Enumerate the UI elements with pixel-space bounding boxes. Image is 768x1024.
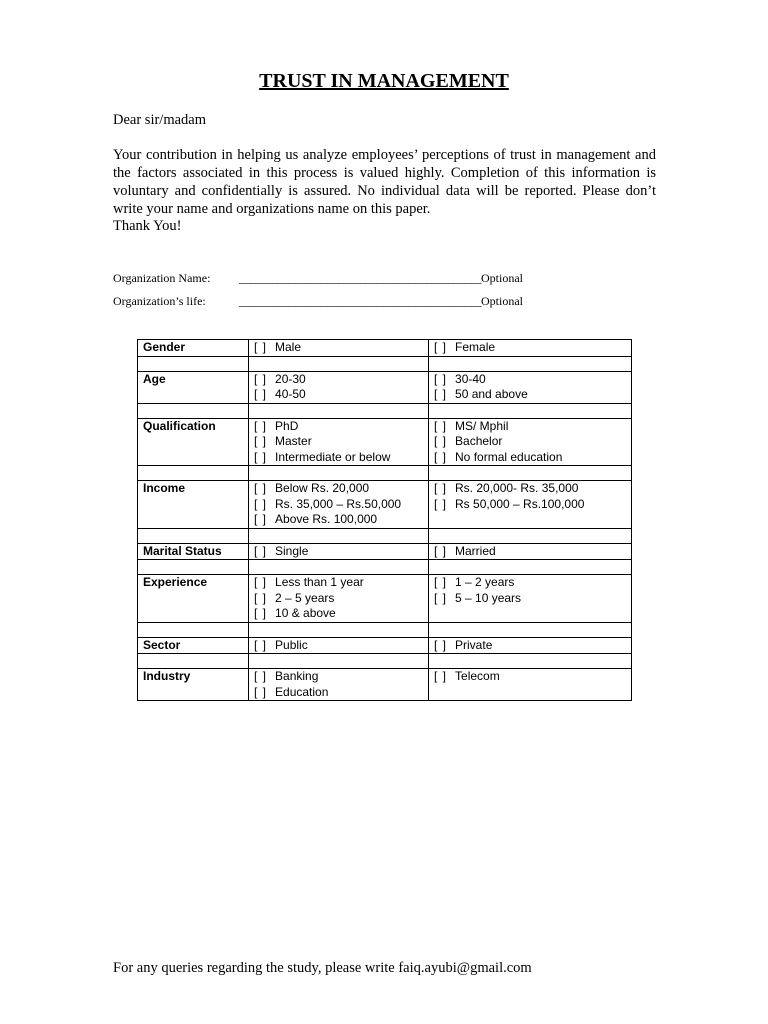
industry-label: Industry	[138, 669, 249, 685]
checkbox[interactable]: [ ]	[434, 371, 448, 386]
checkbox[interactable]: [ ]	[254, 340, 268, 354]
checkbox[interactable]: [ ]	[434, 575, 448, 589]
checkbox[interactable]: [ ]	[254, 449, 268, 464]
option-exp-2-5[interactable]: [ ] 2 – 5 years	[249, 591, 429, 607]
option-public[interactable]: [ ] Public	[249, 637, 429, 654]
option-ms-mphil[interactable]: [ ] MS/ Mphil	[429, 418, 632, 434]
salutation: Dear sir/madam	[113, 112, 207, 128]
option-age-50-above[interactable]: [ ] 50 and above	[429, 387, 632, 403]
experience-label: Experience	[138, 575, 249, 591]
option-phd[interactable]: [ ] PhD	[249, 418, 429, 434]
option-banking[interactable]: [ ] Banking	[249, 669, 429, 685]
checkbox[interactable]: [ ]	[254, 590, 268, 605]
option-bachelor[interactable]: [ ] Bachelor	[429, 434, 632, 450]
option-education[interactable]: [ ] Education	[249, 685, 429, 701]
option-telecom[interactable]: [ ] Telecom	[429, 669, 632, 685]
option-age-30-40[interactable]: [ ] 30-40	[429, 371, 632, 387]
checkbox[interactable]: [ ]	[254, 418, 268, 433]
checkbox[interactable]: [ ]	[254, 543, 268, 558]
checkbox[interactable]: [ ]	[434, 590, 448, 605]
income-label: Income	[138, 481, 249, 497]
option-age-20-30[interactable]: [ ] 20-30	[249, 371, 429, 387]
option-income-below-20000[interactable]: [ ] Below Rs. 20,000	[249, 481, 429, 497]
qualification-label: Qualification	[138, 418, 249, 434]
organization-life-label: Organization’s life:	[113, 294, 206, 308]
demographics-table	[137, 339, 632, 701]
organization-life-field[interactable]	[113, 294, 523, 309]
checkbox[interactable]: [ ]	[434, 481, 448, 495]
option-income-50000-100000[interactable]: [ ] Rs 50,000 – Rs.100,000	[429, 497, 632, 513]
sector-label: Sector	[138, 637, 249, 654]
option-income-above-100000[interactable]: [ ] Above Rs. 100,000	[249, 512, 429, 528]
option-master[interactable]: [ ] Master	[249, 434, 429, 450]
checkbox[interactable]: [ ]	[254, 371, 268, 386]
thank-you-text: Thank You!	[113, 218, 182, 234]
checkbox[interactable]: [ ]	[254, 496, 268, 511]
checkbox[interactable]: [ ]	[434, 637, 448, 652]
checkbox[interactable]: [ ]	[434, 669, 448, 683]
organization-life-blank[interactable]: ____________________________________________	[239, 294, 481, 308]
organization-name-blank[interactable]: ____________________________________________	[239, 271, 481, 285]
checkbox[interactable]: [ ]	[434, 418, 448, 433]
option-single[interactable]: [ ] Single	[249, 543, 429, 560]
checkbox[interactable]: [ ]	[254, 434, 268, 448]
checkbox[interactable]: [ ]	[254, 637, 268, 652]
option-income-35000-50000[interactable]: [ ] Rs. 35,000 – Rs.50,000	[249, 497, 429, 513]
checkbox[interactable]: [ ]	[254, 606, 268, 620]
option-private[interactable]: [ ] Private	[429, 637, 632, 654]
intro-paragraph: Your contribution in helping us analyze employees’ perceptions of trust in management and the factors associated in this process is valued highly. Completion of this information is voluntary and confidentially is assured. No individual data will be reported. Please don’t write your name and organizations name on this paper.	[113, 147, 656, 217]
option-no-formal-education[interactable]: [ ] No formal education	[429, 450, 632, 466]
marital-status-label: Marital Status	[138, 543, 249, 560]
checkbox[interactable]: [ ]	[254, 387, 268, 401]
checkbox[interactable]: [ ]	[254, 684, 268, 699]
checkbox[interactable]: [ ]	[434, 340, 448, 354]
age-label: Age	[138, 371, 249, 387]
organization-name-label: Organization Name:	[113, 271, 211, 285]
checkbox[interactable]: [ ]	[254, 481, 268, 495]
option-intermediate[interactable]: [ ] Intermediate or below	[249, 450, 429, 466]
checkbox[interactable]: [ ]	[254, 575, 268, 589]
checkbox[interactable]: [ ]	[434, 543, 448, 558]
checkbox[interactable]: [ ]	[434, 387, 448, 401]
option-married[interactable]: [ ] Married	[429, 543, 632, 560]
gender-label: Gender	[138, 340, 249, 357]
option-income-20000-35000[interactable]: [ ] Rs. 20,000- Rs. 35,000	[429, 481, 632, 497]
footer-contact: For any queries regarding the study, please write faiq.ayubi@gmail.com	[113, 960, 532, 976]
checkbox[interactable]: [ ]	[434, 496, 448, 511]
checkbox[interactable]: [ ]	[434, 449, 448, 464]
checkbox[interactable]: [ ]	[254, 669, 268, 683]
option-exp-1-2[interactable]: [ ] 1 – 2 years	[429, 575, 632, 591]
organization-name-optional: Optional	[481, 271, 523, 285]
option-male[interactable]: [ ] Male	[249, 340, 429, 357]
page-title: TRUST IN MANAGEMENT	[259, 70, 509, 92]
checkbox[interactable]: [ ]	[254, 512, 268, 526]
organization-name-field[interactable]	[113, 271, 523, 286]
checkbox[interactable]: [ ]	[434, 434, 448, 448]
option-age-40-50[interactable]: [ ] 40-50	[249, 387, 429, 403]
option-exp-10-above[interactable]: [ ] 10 & above	[249, 606, 429, 622]
option-female[interactable]: [ ] Female	[429, 340, 632, 357]
option-exp-5-10[interactable]: [ ] 5 – 10 years	[429, 591, 632, 607]
option-exp-less-1[interactable]: [ ] Less than 1 year	[249, 575, 429, 591]
organization-life-optional: Optional	[481, 294, 523, 308]
